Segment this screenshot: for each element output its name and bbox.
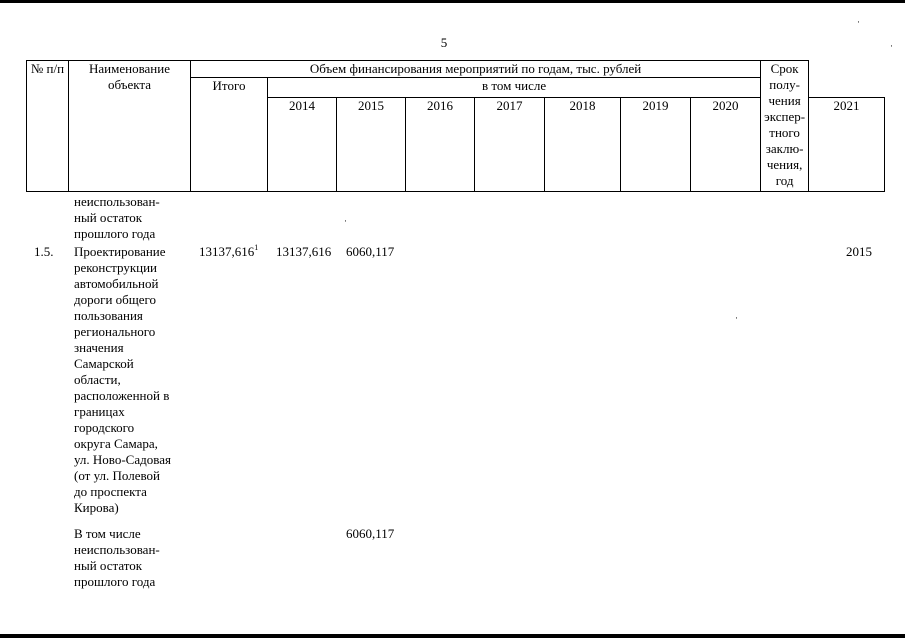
text-line: прошлого года xyxy=(74,226,156,241)
text-line: Самарской xyxy=(74,356,134,371)
top-border-line xyxy=(0,0,905,3)
sub-item-name xyxy=(74,526,198,590)
text-line: городского xyxy=(74,420,135,435)
item-2015-value: 6060,117 xyxy=(346,244,395,259)
item-total-value: 13137,616 xyxy=(199,244,255,259)
text-line: расположенной в xyxy=(74,388,170,403)
item-name xyxy=(74,244,198,516)
text-line: В том числе xyxy=(74,526,141,541)
scan-speck: · xyxy=(735,313,738,323)
text-line: реконструкции xyxy=(74,260,158,275)
header-year-2014: 2014 xyxy=(268,98,337,192)
text-line: области, xyxy=(74,372,121,387)
header-year-2016: 2016 xyxy=(406,98,475,192)
bottom-border-line xyxy=(0,634,905,638)
text-line: ный остаток xyxy=(74,210,143,225)
sub-item-2015-value: 6060,117 xyxy=(346,526,395,541)
header-volume: Объем финансирования мероприятий по годам, тыс. рублей xyxy=(191,61,761,78)
text-line: прошлого года xyxy=(74,574,156,589)
footnote-marker: 1 xyxy=(254,243,259,252)
scan-speck: · xyxy=(890,41,893,51)
text-line: пользования xyxy=(74,308,143,323)
financing-table-header xyxy=(26,60,885,192)
header-year-2019: 2019 xyxy=(621,98,691,192)
text-line: округа Самара, xyxy=(74,436,158,451)
text-line: ул. Ново-Садовая xyxy=(74,452,171,467)
header-total: Итого xyxy=(191,78,268,192)
text-line: автомобильной xyxy=(74,276,159,291)
header-deadline: Срок полу-чения экспер-тного заклю-чения, год xyxy=(761,61,809,192)
header-name: Наименование объекта xyxy=(69,61,191,192)
text-line: неиспользован- xyxy=(74,194,160,209)
item-deadline: 2015 xyxy=(846,244,872,259)
text-line: (от ул. Полевой xyxy=(74,468,160,483)
text-line: значения xyxy=(74,340,124,355)
page-number: 5 xyxy=(440,35,448,50)
scan-speck: · xyxy=(344,216,347,226)
header-year-2018: 2018 xyxy=(545,98,621,192)
text-line: Проектирование xyxy=(74,244,166,259)
header-year-2021: 2021 xyxy=(809,98,885,192)
text-line: до проспекта xyxy=(74,484,147,499)
text-line: границах xyxy=(74,404,125,419)
header-including: в том числе xyxy=(268,78,761,98)
header-year-2015: 2015 xyxy=(337,98,406,192)
carry-over-text xyxy=(74,194,198,242)
text-line: неиспользован- xyxy=(74,542,160,557)
item-number: 1.5. xyxy=(34,244,54,259)
item-total xyxy=(199,244,258,260)
scan-speck: · xyxy=(857,17,860,27)
text-line: ный остаток xyxy=(74,558,143,573)
header-num: № п/п xyxy=(27,61,69,192)
text-line: Кирова) xyxy=(74,500,119,515)
text-line: регионального xyxy=(74,324,156,339)
header-year-2017: 2017 xyxy=(475,98,545,192)
item-2014-value: 13137,616 xyxy=(276,244,332,259)
header-year-2020: 2020 xyxy=(691,98,761,192)
text-line: дороги общего xyxy=(74,292,157,307)
